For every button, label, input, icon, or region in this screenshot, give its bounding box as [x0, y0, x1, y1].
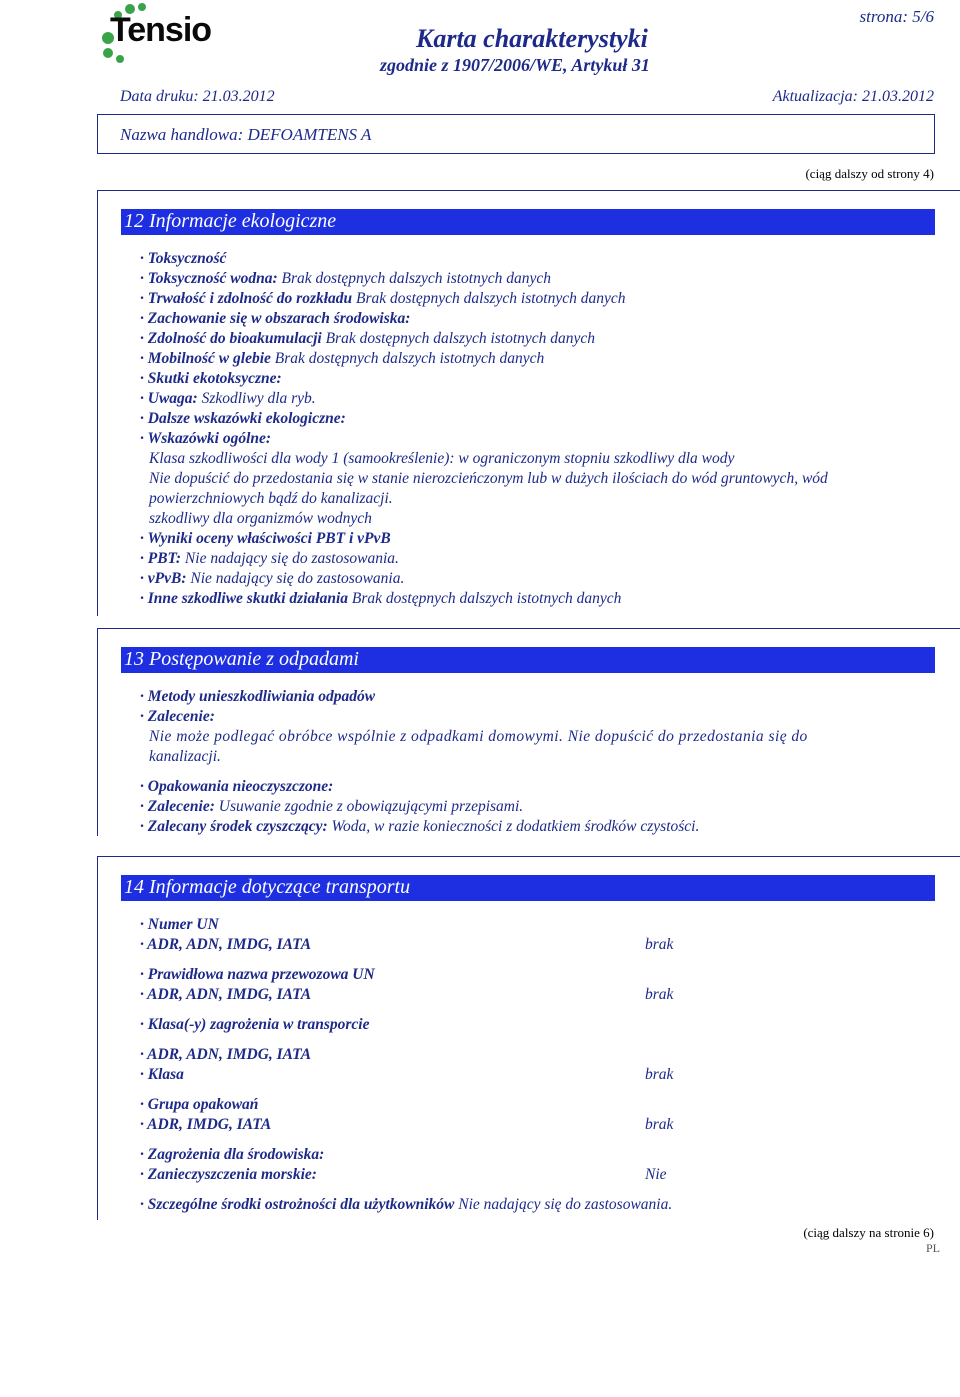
un-number-row — [140, 936, 674, 954]
print-date: Data druku: 21.03.2012 — [120, 88, 275, 105]
soil-mobility — [140, 350, 544, 368]
hazard-class-label: · Klasa(-y) zagrożenia w transporcie — [140, 1016, 370, 1033]
class-value: brak — [645, 1066, 674, 1083]
page-number: strona: 5/6 — [859, 7, 934, 26]
persistence — [140, 290, 626, 308]
packing-group-label: · Grupa opakowań — [140, 1096, 259, 1113]
env-hazards-label: · Zagrożenia dla środowiska: — [140, 1146, 325, 1163]
document-title: Karta charakterystyki — [416, 24, 648, 53]
trade-name-box — [97, 114, 935, 154]
language-code: PL — [925, 1241, 940, 1255]
class-label: · Klasa — [140, 1066, 184, 1083]
class-row — [140, 1066, 674, 1084]
cleaning-agent-label: · Zalecany środek czyszczący: — [140, 818, 328, 835]
recommendation-label: · Zalecenie: — [140, 708, 215, 725]
cleaning-agent-value: Woda, w razie konieczności z dodatkiem środków czystości. — [327, 818, 700, 835]
shipping-name-label: · Prawidłowa nazwa przewozowa UN — [140, 966, 375, 983]
note — [140, 390, 316, 408]
pbt-value: Nie nadający się do zastosowania. — [181, 550, 399, 567]
bioaccumulation-value: Brak dostępnych dalszych istotnych danych — [321, 330, 596, 347]
recommendation-text-1: Nie może podlegać obróbce wspólnie z odpadkami domowymi. Nie dopuścić do przedostania się do — [149, 728, 808, 745]
trade-name: Nazwa handlowa: DEFOAMTENS A — [120, 125, 372, 144]
aquatic-toxicity-label: · Toksyczność wodna: — [140, 270, 278, 287]
document-subtitle: zgodnie z 1907/2006/WE, Artykuł 31 — [380, 55, 650, 75]
discharge-warning-2: powierzchniowych bądź do kanalizacji. — [149, 490, 393, 507]
cleaning-agent — [140, 818, 699, 836]
pbt-label: · PBT: — [140, 550, 182, 567]
discharge-warning-1: Nie dopuścić do przedostania się w stanie nierozcieńczonym lub w dużych ilościach do wód gruntowych, wód — [149, 470, 828, 487]
further-eco-info-label: · Dalsze wskazówki ekologiczne: — [140, 410, 346, 427]
ecotox-effects-label: · Skutki ekotoksyczne: — [140, 370, 282, 387]
shipping-name-regs: · ADR, ADN, IMDG, IATA — [140, 986, 312, 1003]
bioaccumulation-label: · Zdolność do bioakumulacji — [140, 330, 322, 347]
uncleaned-packaging-label: · Opakowania nieoczyszczone: — [140, 778, 334, 795]
vpvb — [140, 570, 404, 588]
note-value: Szkodliwy dla ryb. — [197, 390, 316, 407]
packaging-recommendation — [140, 798, 523, 816]
packing-group-regs: · ADR, IMDG, IATA — [140, 1116, 272, 1133]
note-label: · Uwaga: — [140, 390, 198, 407]
vpvb-label: · vPvB: — [140, 570, 187, 587]
pbt-assessment-label: · Wyniki oceny właściwości PBT i vPvB — [140, 530, 391, 547]
persistence-value: Brak dostępnych dalszych istotnych danych — [352, 290, 626, 307]
water-hazard-class: Klasa szkodliwości dla wody 1 (samookreślenie): w ograniczonym stopniu szkodliwy dla wody — [149, 450, 735, 467]
marine-pollutant-value: Nie — [645, 1166, 667, 1183]
marine-pollutant-label: · Zanieczyszczenia morskie: — [140, 1166, 317, 1183]
un-number-regs: · ADR, ADN, IMDG, IATA — [140, 936, 312, 953]
aquatic-harm: szkodliwy dla organizmów wodnych — [149, 510, 372, 527]
pbt — [140, 550, 399, 568]
other-effects — [140, 590, 621, 608]
aquatic-toxicity — [140, 270, 551, 288]
section-13-heading: 13 Postępowanie z odpadami — [121, 647, 935, 673]
company-logo — [100, 3, 210, 65]
aquatic-toxicity-value: Brak dostępnych dalszych istotnych danych — [277, 270, 551, 287]
special-precautions — [140, 1196, 672, 1214]
shipping-name-row — [140, 986, 674, 1004]
other-effects-value: Brak dostępnych dalszych istotnych danych — [348, 590, 622, 607]
section-14-heading: 14 Informacje dotyczące transportu — [121, 875, 935, 901]
update-date: Aktualizacja: 21.03.2012 — [772, 88, 934, 105]
continued-to: (ciąg dalszy na stronie 6) — [803, 1225, 934, 1240]
recommendation-text-2: kanalizacji. — [149, 748, 221, 765]
bioaccumulation — [140, 330, 595, 348]
marine-pollutant-row — [140, 1166, 667, 1184]
hazard-class-regs: · ADR, ADN, IMDG, IATA — [140, 1046, 312, 1063]
continued-from: (ciąg dalszy od strony 4) — [805, 166, 934, 181]
un-number-label: · Numer UN — [140, 916, 219, 933]
toxicity-label: · Toksyczność — [140, 250, 227, 267]
general-notes-label: · Wskazówki ogólne: — [140, 430, 272, 447]
packaging-recommendation-value: Usuwanie zgodnie z obowiązującymi przepisami. — [214, 798, 524, 815]
soil-mobility-label: · Mobilność w glebie — [140, 350, 271, 367]
shipping-name-value: brak — [645, 986, 674, 1003]
un-number-value: brak — [645, 936, 674, 953]
env-behaviour-label: · Zachowanie się w obszarach środowiska: — [140, 310, 411, 327]
packing-group-row — [140, 1116, 674, 1134]
packaging-recommendation-label: · Zalecenie: — [140, 798, 215, 815]
persistence-label: · Trwałość i zdolność do rozkładu — [140, 290, 353, 307]
special-precautions-value: Nie nadający się do zastosowania. — [454, 1196, 673, 1213]
section-12-heading: 12 Informacje ekologiczne — [121, 209, 935, 235]
disposal-methods-label: · Metody unieszkodliwiania odpadów — [140, 688, 376, 705]
special-precautions-label: · Szczególne środki ostrożności dla użytkowników — [140, 1196, 455, 1213]
vpvb-value: Nie nadający się do zastosowania. — [186, 570, 405, 587]
other-effects-label: · Inne szkodliwe skutki działania — [140, 590, 349, 607]
logo-text: Tensio — [110, 11, 212, 49]
packing-group-value: brak — [645, 1116, 674, 1133]
soil-mobility-value: Brak dostępnych dalszych istotnych danych — [270, 350, 545, 367]
